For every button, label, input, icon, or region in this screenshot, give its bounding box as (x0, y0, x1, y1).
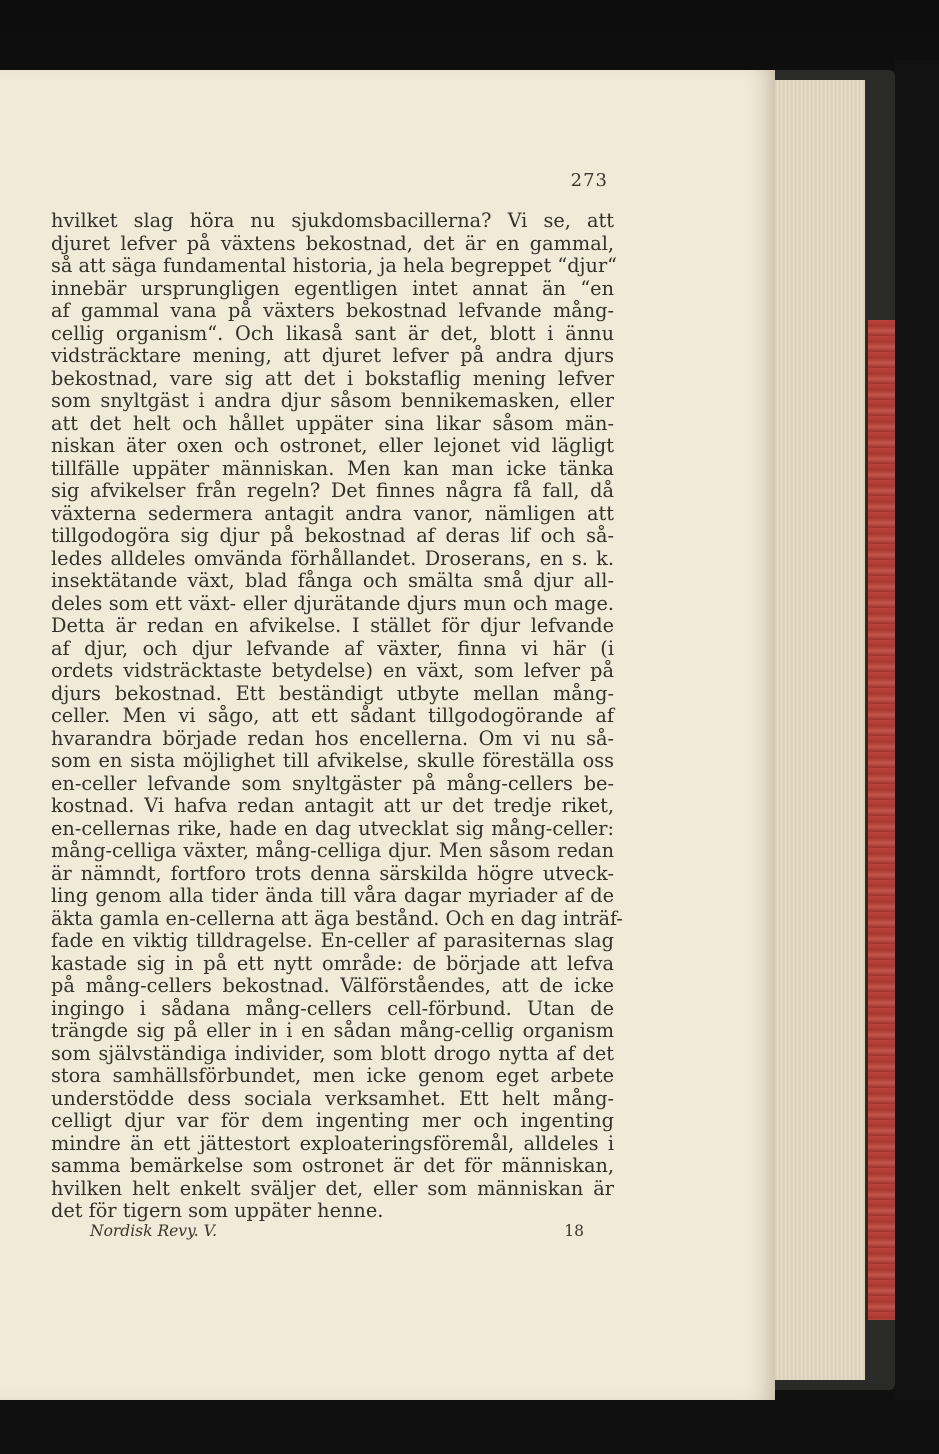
text-line: af gammal vana på växters bekostnad lefvande mång- (51, 299, 614, 322)
text-line: cellig organism“. Och likaså sant är det, blott i ännu (51, 321, 614, 345)
text-line: ordets vidsträcktaste betydelse) en växt, som lefver på (51, 659, 614, 682)
text-line: en-celler lefvande som snyltgäster på mång-cellers be- (51, 771, 614, 795)
text-line: djuret lefver på växtens bekostnad, det är en gammal, (51, 231, 614, 255)
text-line: djurs bekostnad. Ett beständigt utbyte mellan mång- (51, 681, 614, 705)
text-line: fade en viktig tilldragelse. En-celler af parasiternas slag (51, 929, 614, 952)
text-line: mindre än ett jättestort exploateringsföremål, alldeles i (51, 1131, 614, 1155)
text-line: ledes alldeles omvända förhållandet. Droserans, en s. k. (51, 546, 614, 570)
text-line: trängde sig på eller in i en sådan mång-cellig organism (51, 1019, 614, 1042)
text-line: tillgodogöra sig djur på bekostnad af deras lif och så- (51, 524, 614, 547)
text-line: sig afvikelser från regeln? Det finnes några få fall, då (51, 479, 614, 502)
text-line: insektätande växt, blad fånga och smälta små djur all- (51, 569, 614, 592)
text-line: innebär ursprungligen egentligen intet annat än “en (51, 276, 614, 300)
text-line: bekostnad, vare sig att det i bokstaflig mening lefver (51, 366, 614, 390)
text-line: ingingo i sådana mång-cellers cell-förbund. Utan de (51, 996, 614, 1020)
page-number: 273 (570, 170, 608, 191)
text-line: vidsträcktare mening, att djuret lefver på andra djurs (51, 344, 614, 367)
text-line: ling genom alla tider ända till våra dagar myriader af de (51, 884, 614, 907)
text-line: hvilken helt enkelt sväljer det, eller som människan är (51, 1176, 614, 1200)
text-line: stora samhällsförbundet, men icke genom eget arbete (51, 1064, 614, 1087)
text-line: af djur, och djur lefvande af växter, finna vi här (i (51, 636, 614, 660)
footer-sheet-number: 18 (564, 1222, 584, 1240)
text-line: en-cellernas rike, hade en dag utvecklat sig mång-celler: (51, 816, 614, 840)
text-line: tillfälle uppäter människan. Men kan man icke tänka (51, 456, 614, 480)
page-stack-edges (770, 80, 865, 1380)
text-line: så att säga fundamental historia, ja hela begreppet “djur“ (51, 254, 618, 277)
text-line: att det helt och hållet uppäter sina likar såsom män- (51, 411, 614, 435)
text-line: det för tigern som uppäter henne. (51, 1199, 384, 1222)
page-footer (90, 1222, 584, 1240)
book-cover-edge (895, 60, 939, 1400)
text-line: äkta gamla en-cellerna att äga bestånd. Och en dag inträf- (51, 906, 623, 930)
text-line: Detta är redan en afvikelse. I stället för djur lefvande (51, 614, 614, 637)
text-line: växterna sedermera antagit andra vanor, nämligen att (51, 501, 614, 525)
text-line: är nämndt, fortforo trots denna särskilda högre utveck- (51, 861, 614, 885)
text-line: celligt djur var för dem ingenting mer och ingenting (51, 1109, 614, 1132)
text-line: celler. Men vi sågo, att ett sådant tillgodogörande af (51, 704, 614, 727)
text-line: som snyltgäst i andra djur såsom bennikemasken, eller (51, 389, 614, 412)
text-line: understödde dess sociala verksamhet. Ett helt mång- (51, 1086, 614, 1110)
text-line: som självständiga individer, som blott drogo nytta af det (51, 1041, 614, 1065)
text-line: på mång-cellers bekostnad. Välförståendes, att de icke (51, 974, 614, 997)
text-line: deles som ett växt- eller djurätande djurs mun och mage. (51, 591, 614, 615)
footer-signature: Nordisk Revy. V. (90, 1222, 218, 1240)
text-line: hvilket slag höra nu sjukdomsbacillerna? Vi se, att (51, 209, 614, 232)
text-line: kastade sig in på ett nytt område: de började att lefva (51, 951, 614, 975)
text-line: kostnad. Vi hafva redan antagit att ur det tredje riket, (51, 794, 614, 817)
text-line: samma bemärkelse som ostronet är det för människan, (51, 1154, 614, 1177)
text-line: niskan äter oxen och ostronet, eller lejonet vid lägligt (51, 434, 614, 457)
text-line: som en sista möjlighet till afvikelse, skulle föreställa oss (51, 749, 614, 772)
text-line: mång-celliga växter, mång-celliga djur. Men såsom redan (51, 839, 614, 862)
text-line: hvarandra började redan hos encellerna. Om vi nu så- (51, 726, 614, 750)
body-text (51, 209, 623, 1223)
